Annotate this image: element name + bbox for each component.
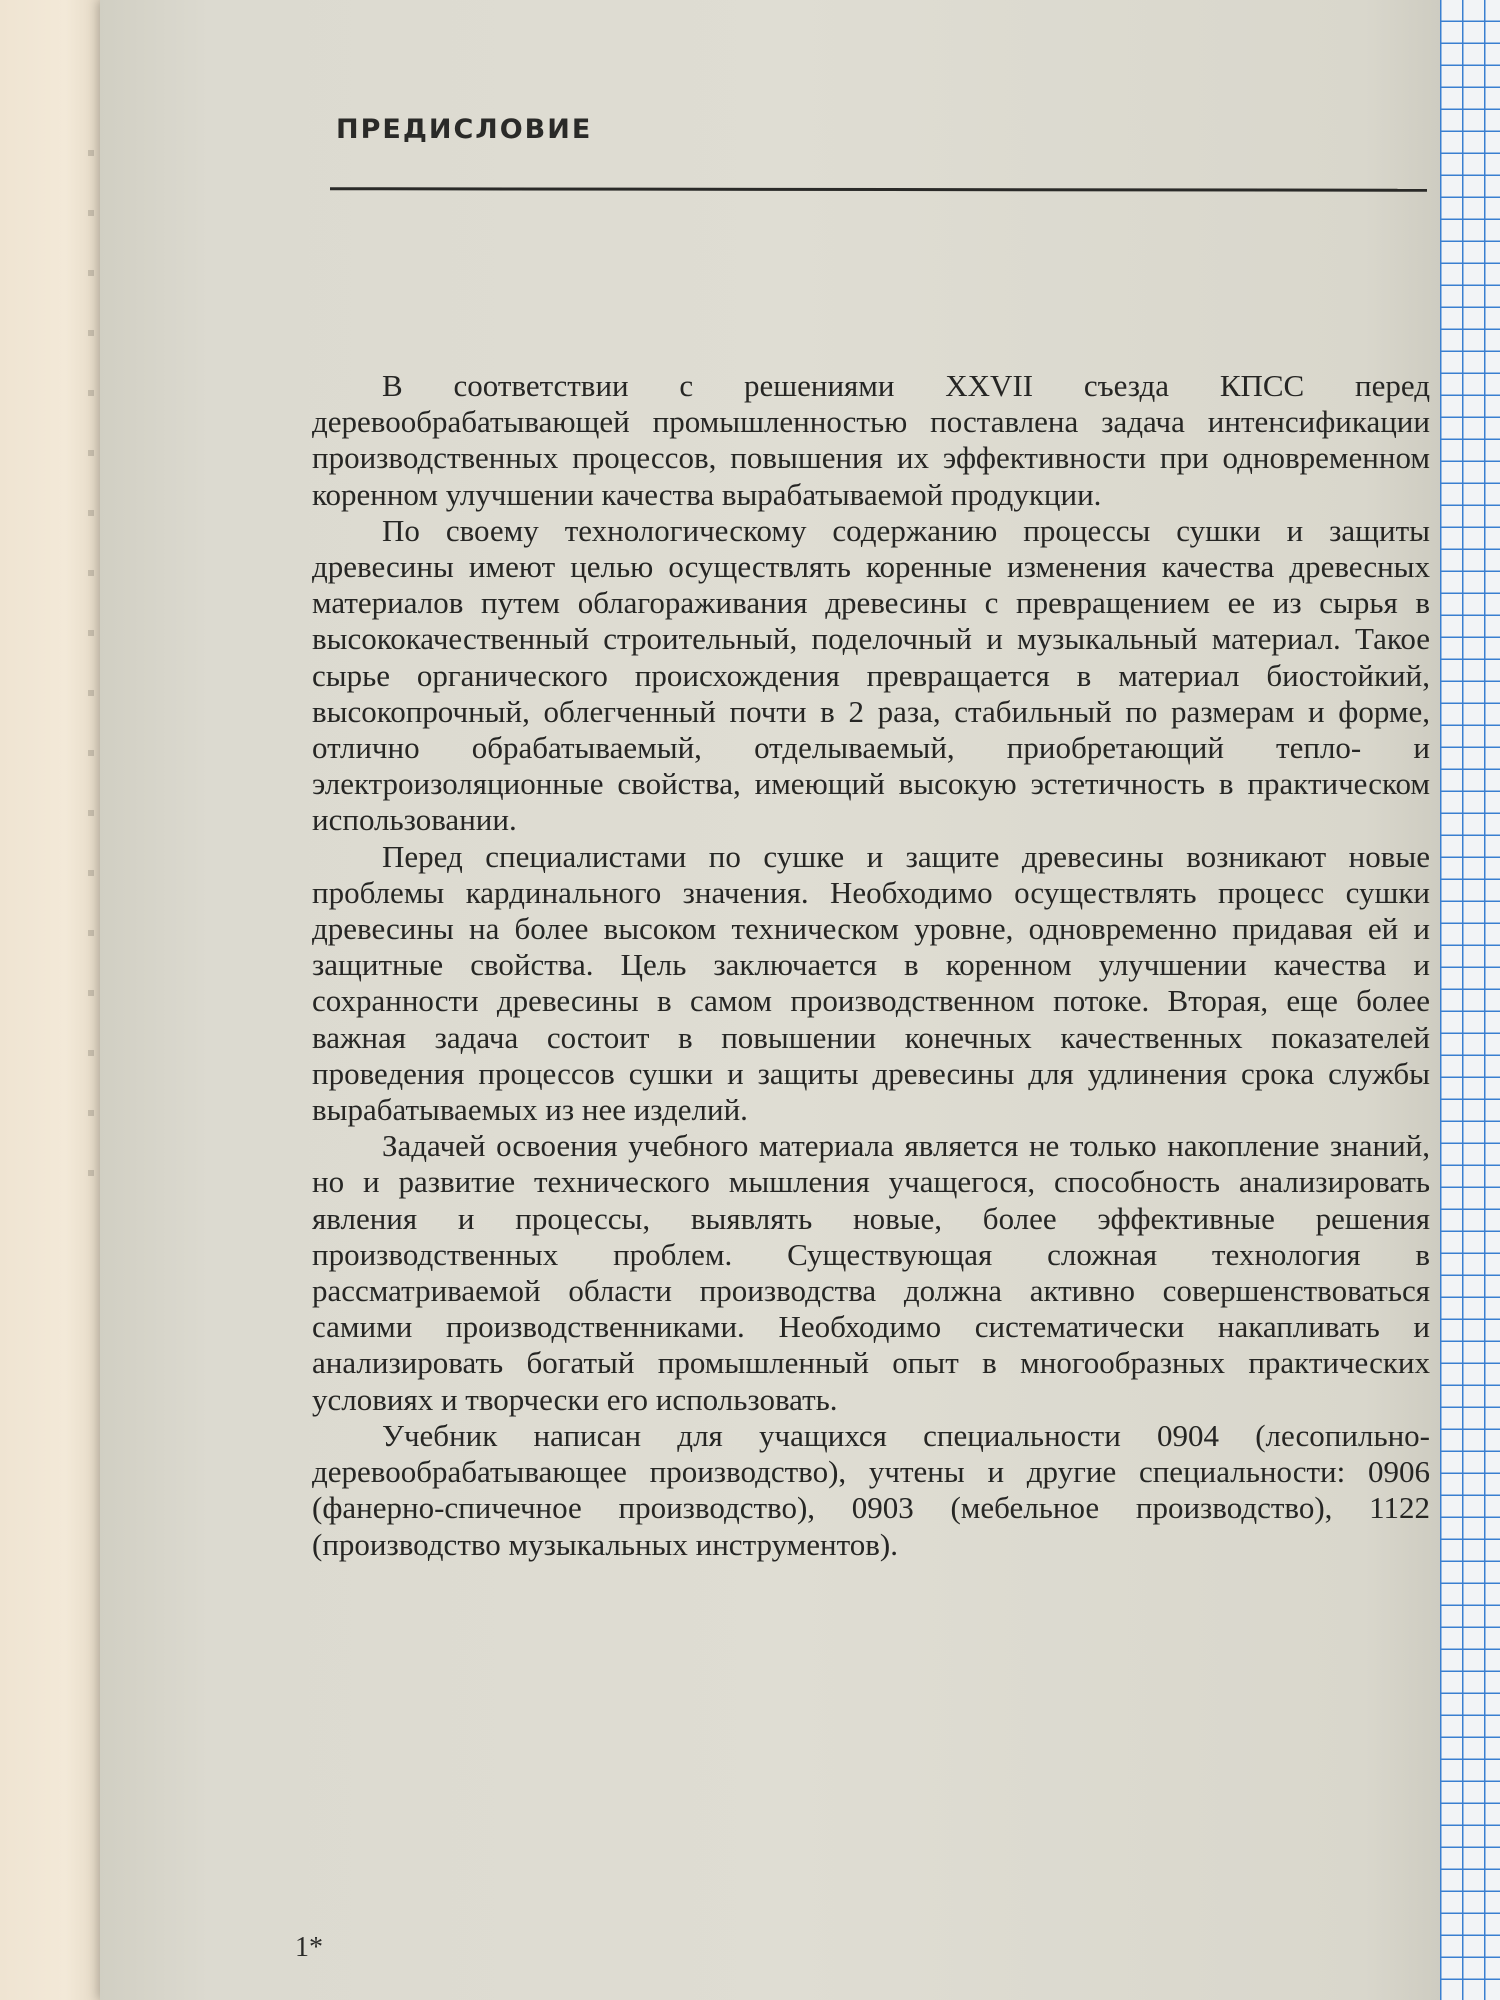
- paragraph-5: Учебник написан для учащихся специальности 0904 (лесопильно-деревообрабатывающее производство), учтены и другие специальности: 0906 (фанерно-спичечное производство), 0903 (мебельное производство), 1122 (производство музыкальных инструментов).: [312, 1417, 1430, 1562]
- section-heading: ПРЕДИСЛОВИЕ: [336, 114, 593, 145]
- underlying-page-edge: [0, 0, 110, 2000]
- paragraph-2: По своему технологическому содержанию процессы сушки и защиты древесины имеют целью осуществлять коренные изменения качества древесных материалов путем облагораживания древесины с превращением ее из сырья в высококачественный строительный, поделочный и музыкальный материал. Такое сырье органического происхождения превращается в материал биостойкий, высокопрочный, облегченный почти в 2 раза, стабильный по размерам и форме, отлично обрабатываемый, отделываемый, приобретающий тепло- и электроизоляционные свойства, имеющий высокую эстетичность в практическом использовании.: [312, 512, 1430, 838]
- book-page: [100, 0, 1475, 2000]
- paragraph-1: В соответствии с решениями XXVII съезда КПСС перед деревообрабатывающей промышленностью поставлена задача интенсификации производственных процессов, повышения их эффективности при одновременном коренном улучшении качества вырабатываемой продукции.: [312, 368, 1430, 512]
- body-text: [312, 368, 1430, 1563]
- grid-paper-background: [1440, 0, 1500, 2000]
- paragraph-4: Задачей освоения учебного материала является не только накопление знаний, но и развитие технического мышления учащегося, способность анализировать явления и процессы, выявлять новые, более эффективные решения производственных проблем. Существующая сложная технология в рассматриваемой области производства должна активно совершенствоваться самими производственниками. Необходимо систематически накапливать и анализировать богатый промышленный опыт в многообразных практических условиях и творчески его использовать.: [312, 1128, 1430, 1417]
- paragraph-3: Перед специалистами по сушке и защите древесины возникают новые проблемы кардинального значения. Необходимо осуществлять процесс сушки древесины на более высоком техническом уровне, одновременно придавая ей и защитные свойства. Цель заключается в коренном улучшении качества и сохранности древесины в самом производственном потоке. Вторая, еще более важная задача состоит в повышении конечных качественных показателей проведения процессов сушки и защиты древесины для удлинения срока службы вырабатываемых из нее изделий.: [312, 838, 1430, 1128]
- binding-stitches: [88, 150, 94, 1200]
- signature-mark: 1*: [295, 1932, 323, 1963]
- heading-rule: [330, 187, 1427, 192]
